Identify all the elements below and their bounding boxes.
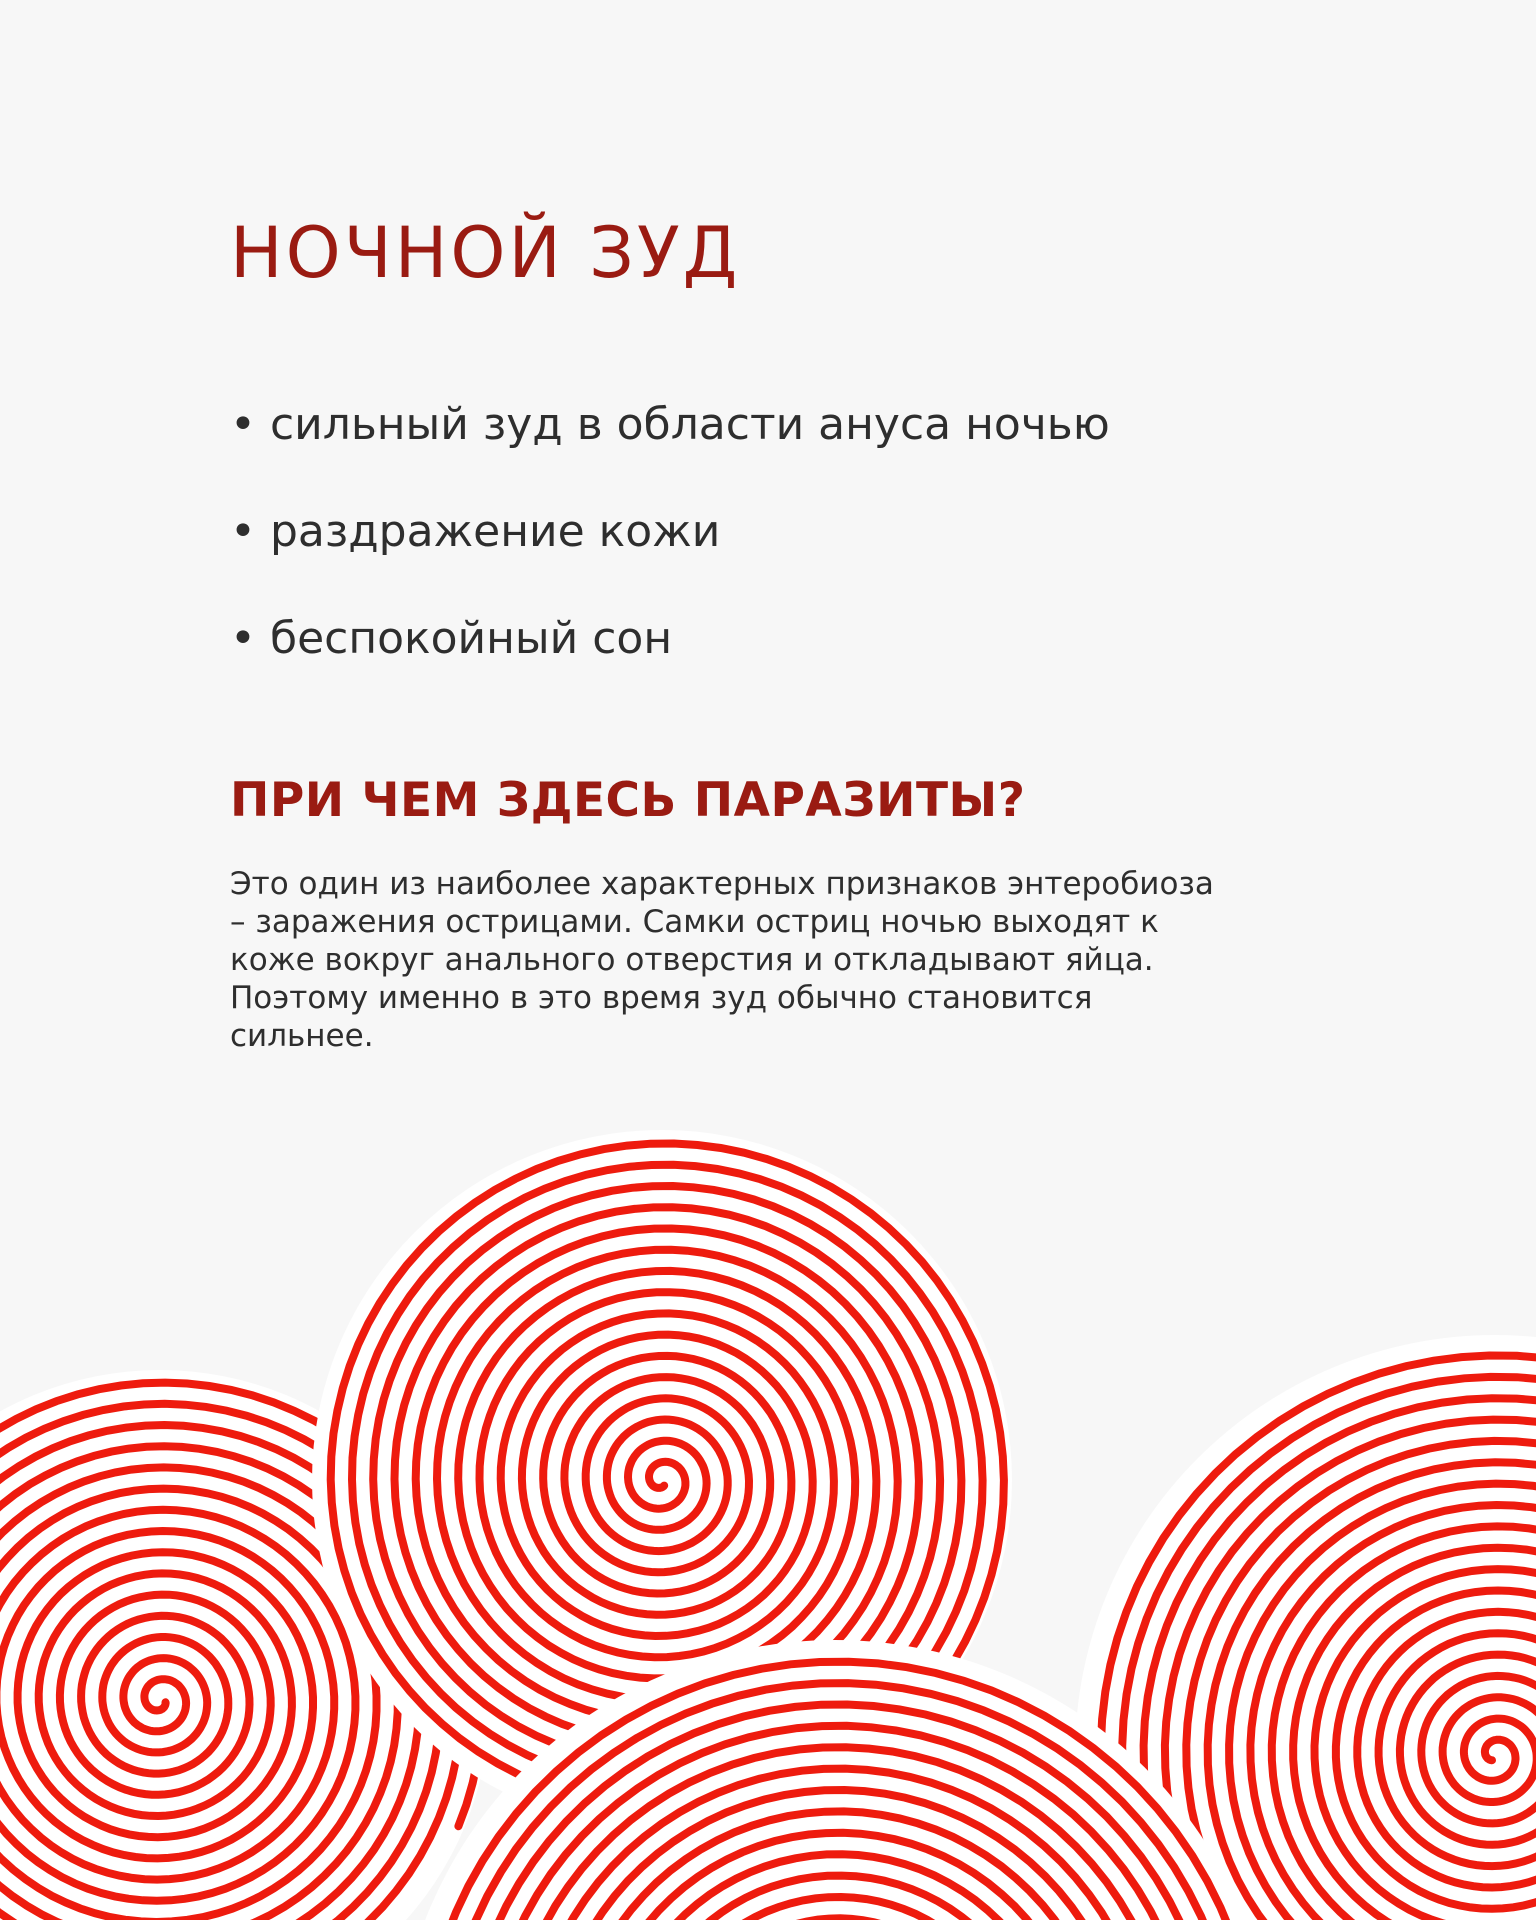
paragraph-line: коже вокруг анального отверстия и откладывают яйца. xyxy=(230,942,1154,978)
page-title: НОЧНОЙ ЗУД xyxy=(230,212,741,294)
list-item: • беспокойный сон xyxy=(230,613,673,664)
list-item: • раздражение кожи xyxy=(230,506,721,557)
paragraph-line: сильнее. xyxy=(230,1018,374,1054)
list-item: • сильный зуд в области ануса ночью xyxy=(230,399,1110,450)
paragraph-line: Это один из наиболее характерных признаков энтеробиоза xyxy=(230,866,1214,902)
paragraph-line: Поэтому именно в это время зуд обычно становится xyxy=(230,980,1093,1016)
paragraph-line: – заражения острицами. Самки остриц ночью выходят к xyxy=(230,904,1159,940)
section-title: ПРИ ЧЕМ ЗДЕСЬ ПАРАЗИТЫ? xyxy=(230,773,1026,828)
